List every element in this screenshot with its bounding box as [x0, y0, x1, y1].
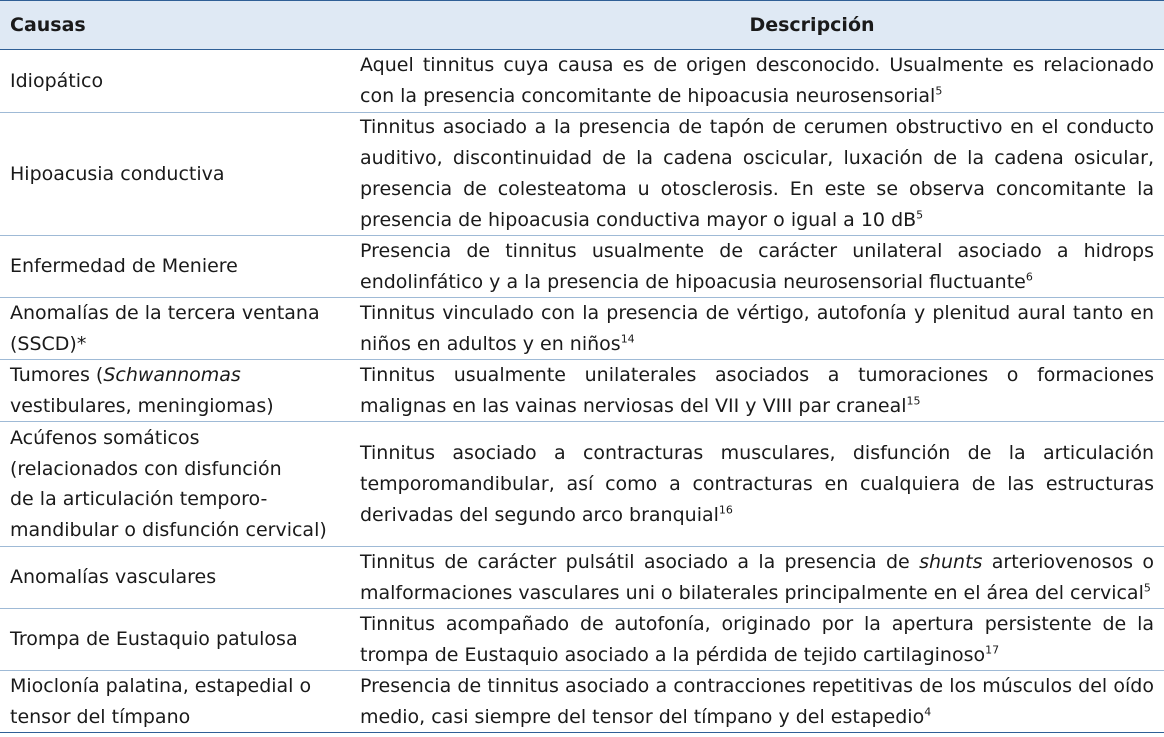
- table-row: [0, 671, 1164, 733]
- cause-cell: [0, 298, 350, 359]
- description-text: [360, 438, 1154, 531]
- description-text: [360, 50, 1154, 112]
- cause-text: Anomalías vasculares: [10, 566, 217, 589]
- reference-superscript: 4: [924, 705, 932, 719]
- text-span: Tinnitus asociado a la presencia de tapón de cerumen obstructivo en el conducto auditivo, discontinuidad de la cadena oscicular, luxación de la cadena osicular, presencia de colesteatoma u otosclerosis. En este se observa concomitante la presencia de hipoacusia conductiva mayor o igual a 10 dB: [360, 116, 1154, 231]
- cause-text: Hipoacusia conductiva: [10, 162, 225, 185]
- reference-superscript: 5: [935, 84, 943, 98]
- cause-cell: [0, 671, 350, 732]
- cause-cell: [0, 236, 350, 297]
- description-text: [360, 547, 1154, 609]
- description-cell: [350, 422, 1164, 546]
- text-span: Tinnitus usualmente unilaterales asociados a tumoraciones o formaciones malignas en las vainas nerviosas del VII y VIII par craneal: [360, 363, 1154, 417]
- table-header: [0, 0, 1164, 50]
- description-cell: [350, 360, 1164, 421]
- text-span: Aquel tinnitus cuya causa es de origen desconocido. Usualmente es relacionado con la presencia concomitante de hipoacusia neurosensorial: [360, 54, 1154, 107]
- italic-text: shunts: [919, 550, 983, 573]
- description-text: [360, 671, 1154, 733]
- table-row: [0, 113, 1164, 236]
- description-text: [360, 360, 1154, 422]
- italic-text: Schwannomas: [103, 364, 241, 386]
- cause-cell: [0, 113, 350, 235]
- description-text: [360, 236, 1154, 298]
- text-span: Tinnitus vinculado con la presencia de vértigo, autofonía y plenitud aural tanto en niños en adultos y en niños: [360, 301, 1154, 355]
- cause-text: Idiopático: [10, 69, 104, 92]
- reference-superscript: 5: [916, 208, 924, 222]
- text-span: Presencia de tinnitus asociado a contracciones repetitivas de los músculos del oído medio, casi siempre del tensor del tímpano y del estapedio: [360, 674, 1154, 728]
- description-cell: [350, 113, 1164, 235]
- cause-text: Mioclonía palatina, estapedial o tensor del tímpano: [10, 675, 312, 728]
- description-cell: [350, 236, 1164, 297]
- cause-text: Trompa de Eustaquio patulosa: [10, 628, 298, 651]
- description-text: [360, 298, 1154, 360]
- text-span: vestibulares, meningiomas): [10, 394, 274, 417]
- reference-superscript: 16: [718, 503, 733, 517]
- text-span: Tinnitus de carácter pulsátil asociado a la presencia de: [360, 550, 920, 573]
- table-body: [0, 50, 1164, 733]
- cause-text: [10, 360, 340, 421]
- reference-superscript: 5: [1143, 581, 1151, 595]
- reference-superscript: 15: [906, 394, 921, 408]
- text-span: Tinnitus acompañado de autofonía, originado por la apertura persistente de la trompa de Eustaquio asociado a la pérdida de tejido cartilaginoso: [360, 612, 1154, 666]
- description-text: [360, 112, 1154, 236]
- header-causas: Causas: [10, 13, 86, 36]
- table-row: [0, 236, 1164, 298]
- header-descripcion: Descripción: [749, 13, 875, 36]
- description-cell: [350, 671, 1164, 732]
- cause-text: Acúfenos somáticos (relacionados con disfunción de la articulación temporo- mandibular o disfunción cervical): [10, 427, 327, 541]
- cause-cell: [0, 547, 350, 608]
- text-span: Tumores (: [10, 364, 104, 386]
- text-span: Presencia de tinnitus usualmente de carácter unilateral asociado a hidrops endolinfático y a la presencia de hipoacusia neurosensorial fluctuante: [360, 239, 1154, 293]
- reference-superscript: 14: [620, 332, 635, 346]
- description-cell: [350, 547, 1164, 608]
- table-row: [0, 298, 1164, 360]
- table-row: [0, 360, 1164, 422]
- text-span: Tinnitus asociado a contracturas musculares, disfunción de la articulación temporomandibular, así como a contracturas en cualquiera de las estructuras derivadas del segundo arco branquial: [360, 441, 1154, 526]
- reference-superscript: 6: [1025, 270, 1033, 284]
- cause-text: Anomalías de la tercera ventana (SSCD)*: [10, 302, 320, 355]
- reference-superscript: 17: [985, 643, 1000, 657]
- cause-cell: [0, 50, 350, 112]
- table-row: [0, 50, 1164, 113]
- cause-cell: [0, 422, 350, 546]
- table-row: [0, 422, 1164, 547]
- cause-cell: [0, 360, 350, 421]
- description-text: [360, 609, 1154, 671]
- cause-text: Enfermedad de Meniere: [10, 255, 238, 278]
- description-cell: [350, 609, 1164, 670]
- table-row: [0, 547, 1164, 609]
- table-row: [0, 609, 1164, 671]
- description-cell: [350, 50, 1164, 112]
- text-span: arteriovenosos o malformaciones vasculares uni o bilaterales principalmente en el área del cervical: [360, 550, 1154, 604]
- cause-cell: [0, 609, 350, 670]
- description-cell: [350, 298, 1164, 359]
